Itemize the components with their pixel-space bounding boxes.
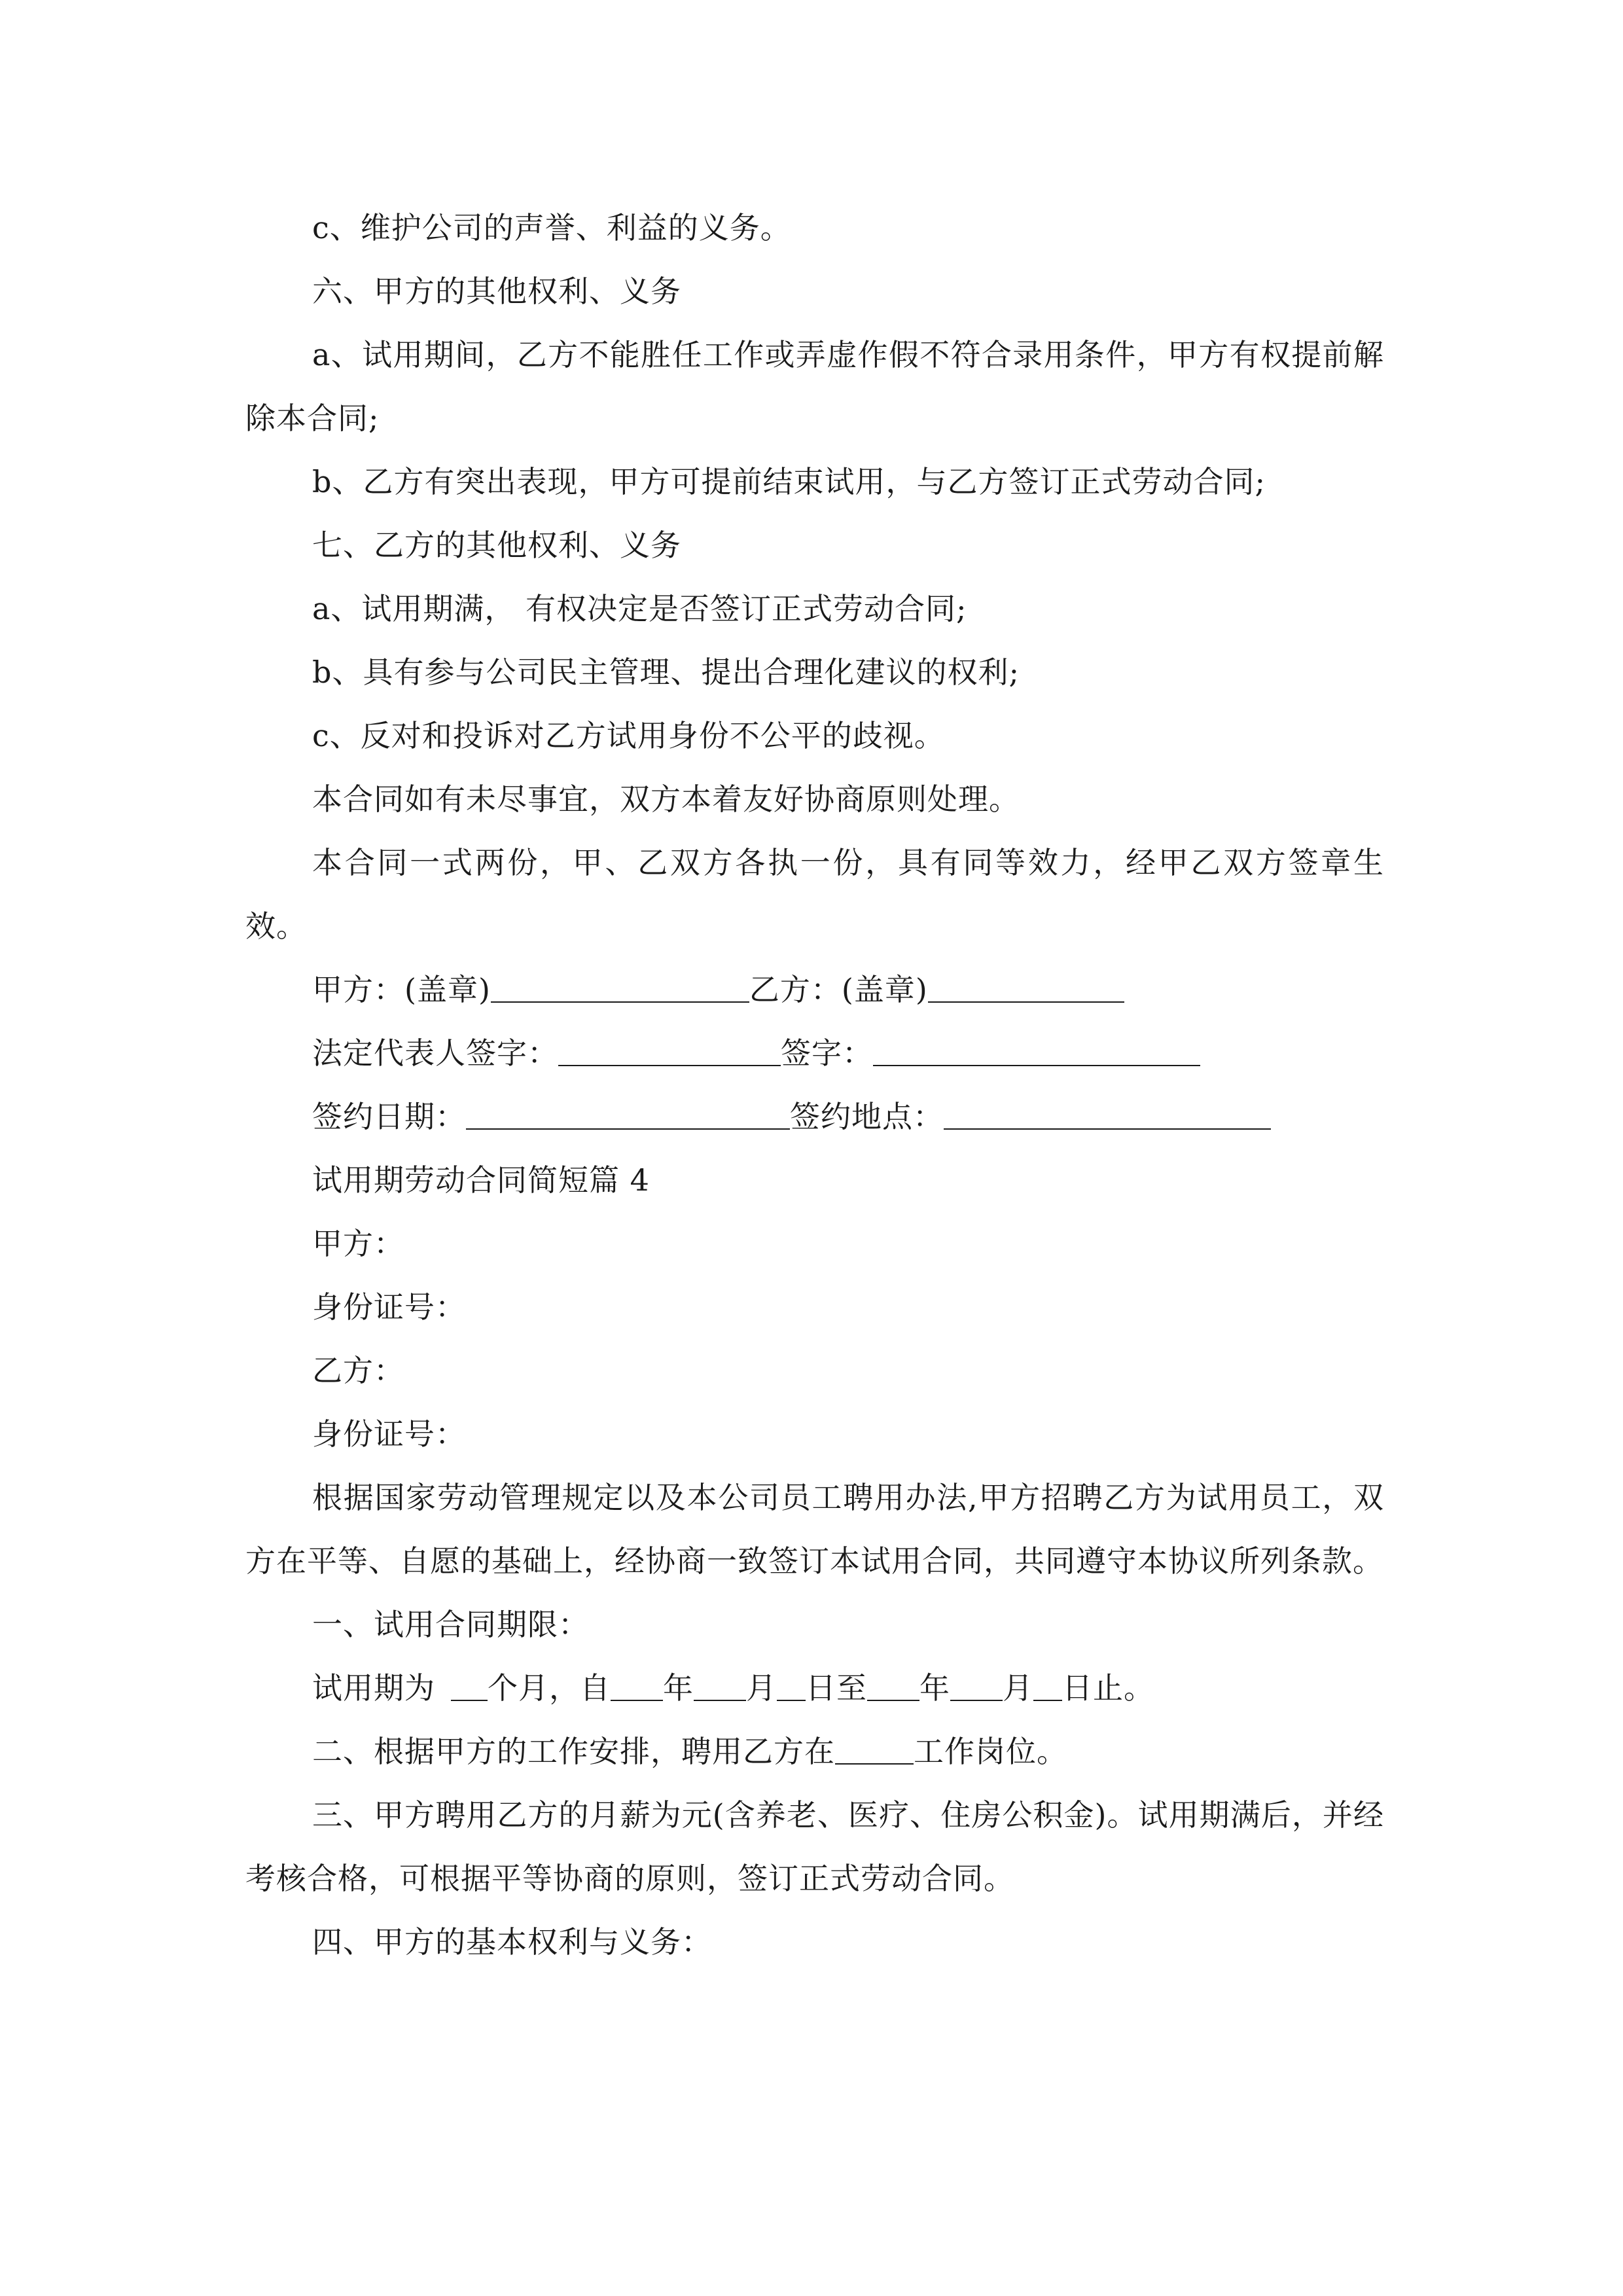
clause-2-suffix: 工作岗位。 [914, 1734, 1067, 1769]
term-months-blank [451, 1671, 488, 1701]
party-b-seal-label: 乙方：(盖章) [749, 972, 928, 1007]
clause-1-term [245, 1657, 1384, 1720]
heading-party-b-other-rights: 七、乙方的其他权利、义务 [312, 528, 681, 563]
document-body [245, 196, 1384, 1974]
paragraph-party-b-right-c: c、反对和投诉对乙方试用身份不公平的歧视。 [312, 718, 945, 753]
end-day-label: 日止。 [1062, 1670, 1154, 1706]
paragraph-party-b-right-b: b、具有参与公司民主管理、提出合理化建议的权利; [312, 655, 1020, 690]
end-year-blank [867, 1671, 919, 1701]
clause-2 [245, 1720, 1384, 1784]
end-month-blank [950, 1671, 1003, 1701]
party-a-id-label: 身份证号： [312, 1289, 466, 1325]
term-months: 个月，自 [488, 1670, 611, 1706]
clause-1-title: 一、试用合同期限： [312, 1607, 589, 1642]
section-title: 试用期劳动合同简短篇 4 [312, 1162, 650, 1198]
party-b-id-label: 身份证号： [312, 1416, 466, 1452]
paragraph-unresolved-matters: 本合同如有未尽事宜，双方本着友好协商原则处理。 [312, 781, 1020, 817]
sign-label: 签字： [781, 1035, 873, 1071]
heading-party-a-other-rights: 六、甲方的其他权利、义务 [312, 274, 681, 309]
term-prefix: 试用期为 [312, 1670, 435, 1706]
end-month-label: 月 [1003, 1670, 1033, 1706]
paragraph-party-b-right-a: a、试用期满， 有权决定是否签订正式劳动合同; [312, 591, 967, 626]
start-month-blank [694, 1671, 746, 1701]
clause-2-prefix: 二、根据甲方的工作安排，聘用乙方在 [312, 1734, 835, 1769]
start-month-label: 月 [746, 1670, 777, 1706]
party-b-label: 乙方： [312, 1353, 404, 1388]
paragraph-intro: 根据国家劳动管理规定以及本公司员工聘用办法,甲方招聘乙方为试用员工，双方在平等、自愿的基础上，经协商一致签订本试用合同，共同遵守本协议所列条款。 [245, 1480, 1384, 1579]
sign-date-label: 签约日期： [312, 1099, 466, 1134]
end-year-label: 年 [919, 1670, 950, 1706]
sign-date-blank [466, 1100, 790, 1130]
clause-3: 三、甲方聘用乙方的月薪为元(含养老、医疗、住房公积金)。试用期满后，并经考核合格，可根据平等协商的原则，签订正式劳动合同。 [245, 1797, 1384, 1896]
clause-4-title: 四、甲方的基本权利与义务： [312, 1924, 712, 1960]
paragraph-copies: 本合同一式两份，甲、乙双方各执一份，具有同等效力，经甲乙双方签章生效。 [245, 845, 1384, 944]
end-day-blank [1033, 1671, 1062, 1701]
party-a-seal-label: 甲方：(盖章) [312, 972, 491, 1007]
start-day-label: 日至 [806, 1670, 867, 1706]
signature-line-date [245, 1085, 1384, 1149]
sign-place-blank [944, 1100, 1271, 1130]
start-year-label: 年 [663, 1670, 694, 1706]
signature-line-rep [245, 1022, 1384, 1085]
party-a-label: 甲方： [312, 1226, 404, 1261]
legal-rep-label: 法定代表人签字： [312, 1035, 558, 1071]
sign-blank [873, 1036, 1200, 1066]
paragraph-party-a-right-b: b、乙方有突出表现，甲方可提前结束试用，与乙方签订正式劳动合同; [312, 464, 1266, 499]
start-year-blank [611, 1671, 663, 1701]
party-b-seal-blank [928, 973, 1124, 1003]
start-day-blank [777, 1671, 806, 1701]
position-blank [835, 1734, 914, 1765]
legal-rep-blank [558, 1036, 781, 1066]
signature-line-seal [245, 958, 1384, 1022]
party-a-seal-blank [491, 973, 749, 1003]
paragraph-duty-c: c、维护公司的声誉、利益的义务。 [312, 210, 791, 245]
paragraph-party-a-right-a: a、试用期间，乙方不能胜任工作或弄虚作假不符合录用条件，甲方有权提前解除本合同; [245, 337, 1384, 436]
sign-place-label: 签约地点： [790, 1099, 944, 1134]
